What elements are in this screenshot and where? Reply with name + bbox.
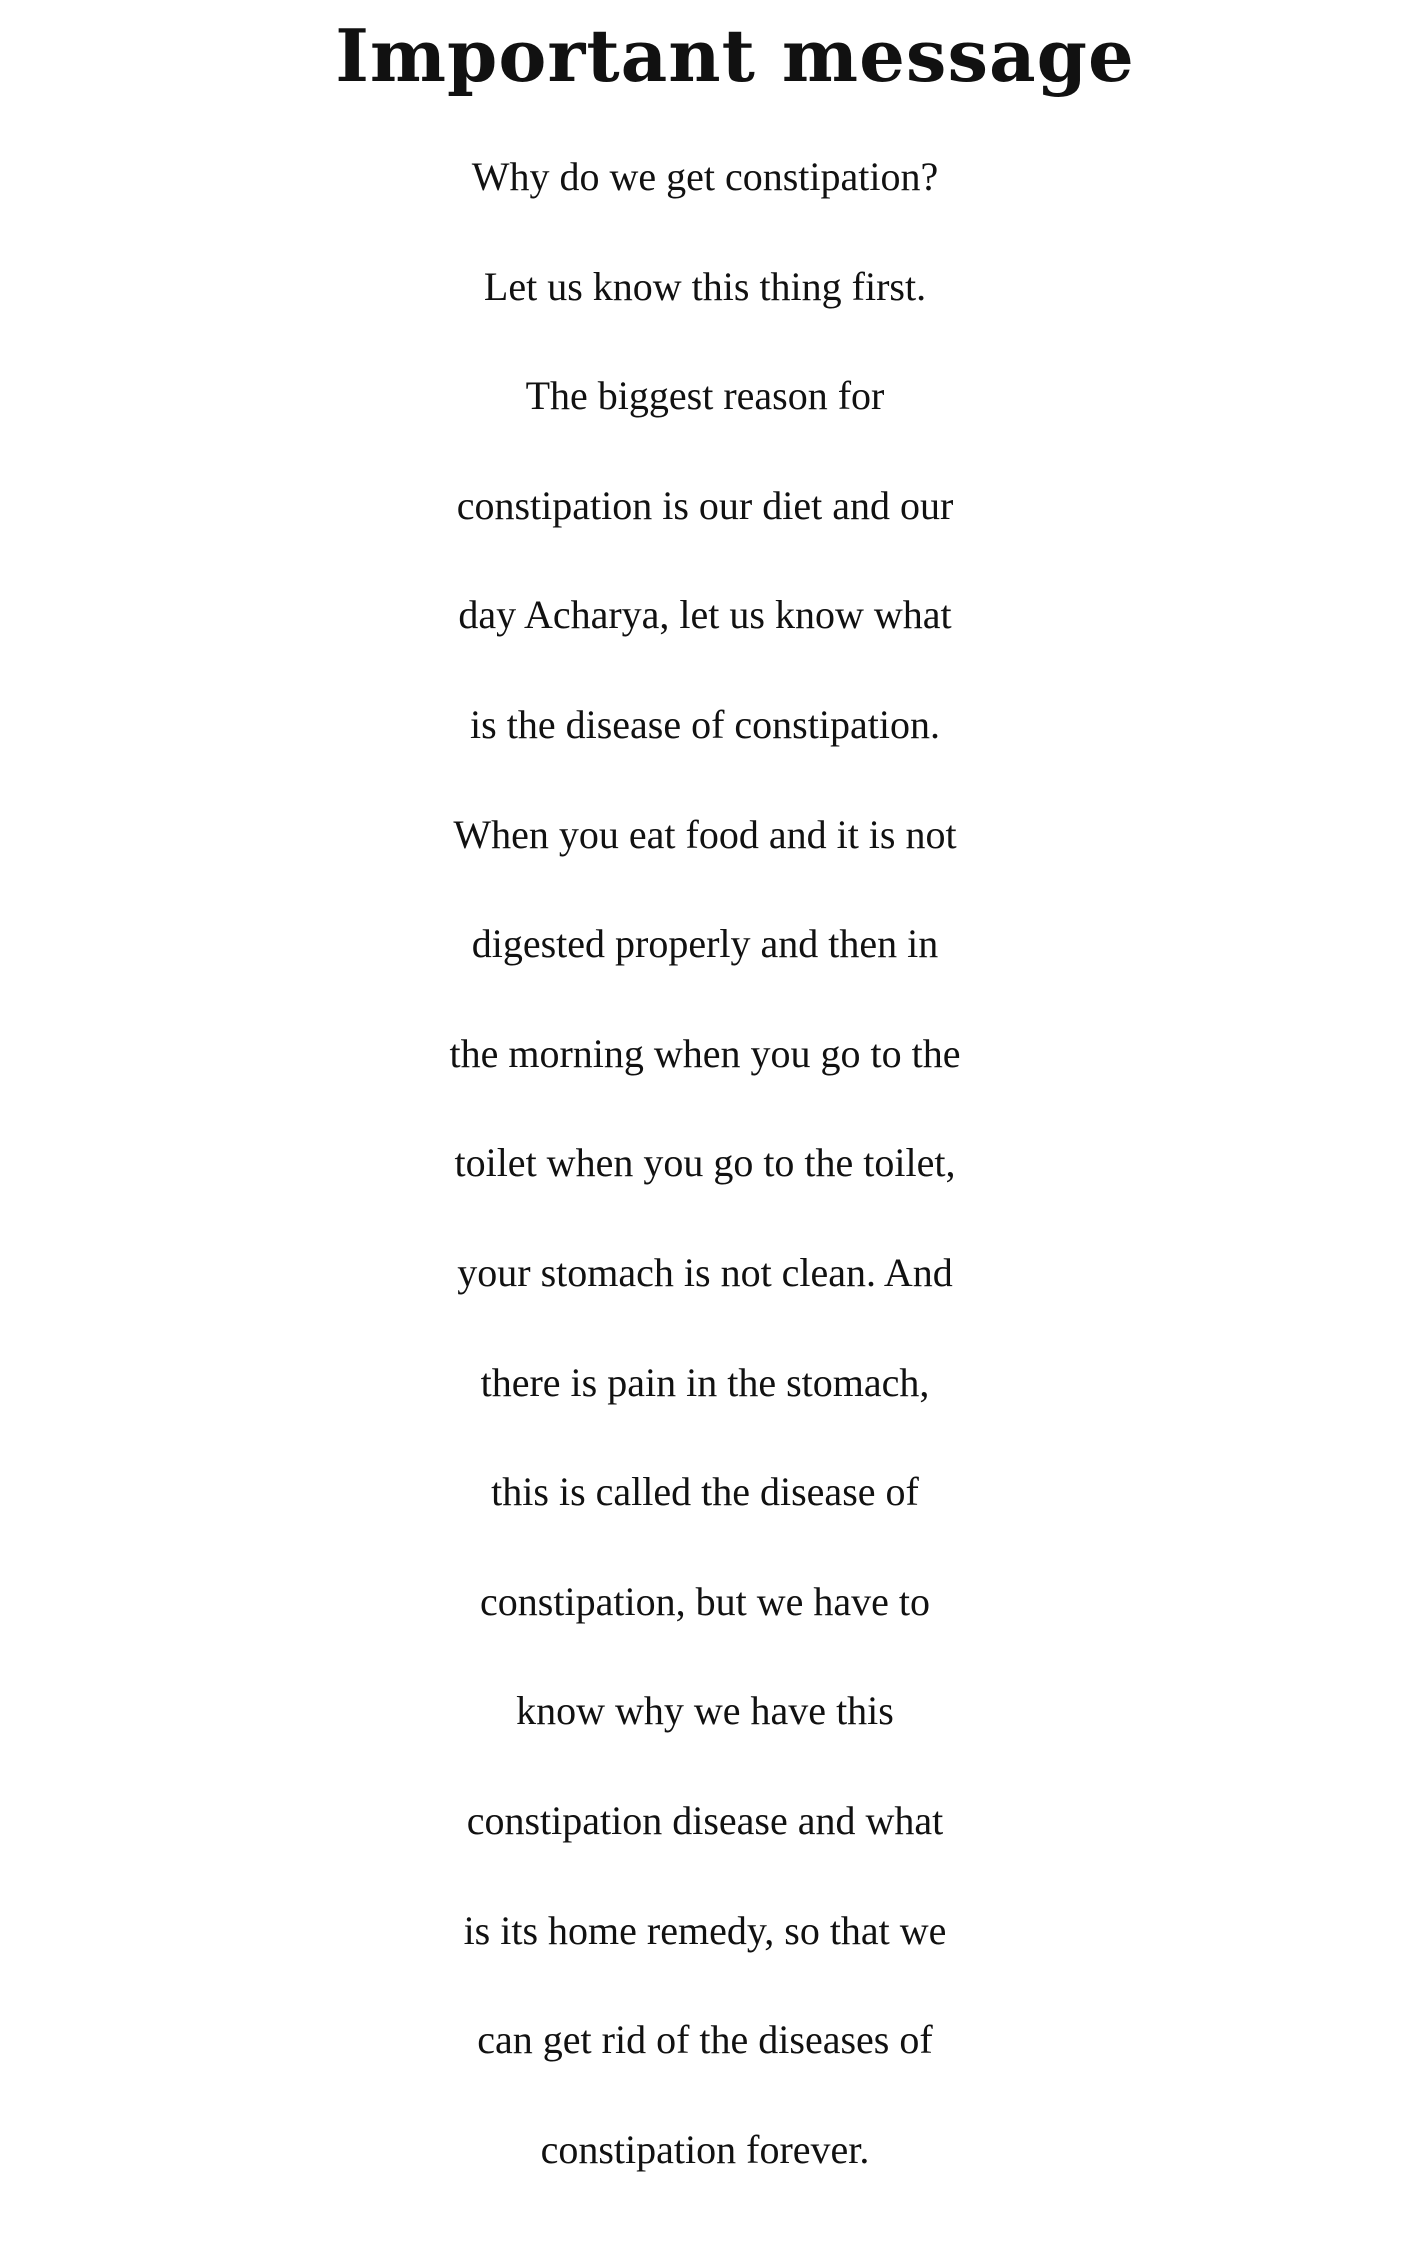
body-line: know why we have this bbox=[516, 1688, 894, 1734]
body-line: toilet when you go to the toilet, bbox=[454, 1140, 956, 1186]
body-line: Why do we get constipation? bbox=[471, 154, 939, 199]
body-line: constipation disease and what bbox=[466, 1797, 944, 1843]
body-line: The biggest reason for bbox=[525, 373, 885, 419]
body-line: When you eat food and it is not bbox=[453, 811, 957, 857]
body-line: is the disease of constipation. bbox=[470, 701, 940, 747]
message-body bbox=[0, 122, 1410, 2204]
body-line: your stomach is not clean. And bbox=[457, 1249, 953, 1295]
body-line: can get rid of the diseases of bbox=[477, 2017, 933, 2063]
body-line: this is called the disease of bbox=[491, 1469, 919, 1515]
page-title: Important message bbox=[335, 13, 1135, 98]
body-line: Let us know this thing first. bbox=[483, 263, 927, 309]
body-line: day Acharya, let us know what bbox=[458, 592, 952, 638]
body-line: constipation, but we have to bbox=[480, 1578, 930, 1624]
body-line: constipation forever. bbox=[540, 2126, 870, 2172]
body-line: digested properly and then in bbox=[471, 921, 939, 967]
body-line: constipation is our diet and our bbox=[456, 482, 954, 528]
body-line: is its home remedy, so that we bbox=[463, 1907, 947, 1953]
body-line: the morning when you go to the bbox=[449, 1030, 961, 1076]
body-line: there is pain in the stomach, bbox=[480, 1359, 930, 1405]
